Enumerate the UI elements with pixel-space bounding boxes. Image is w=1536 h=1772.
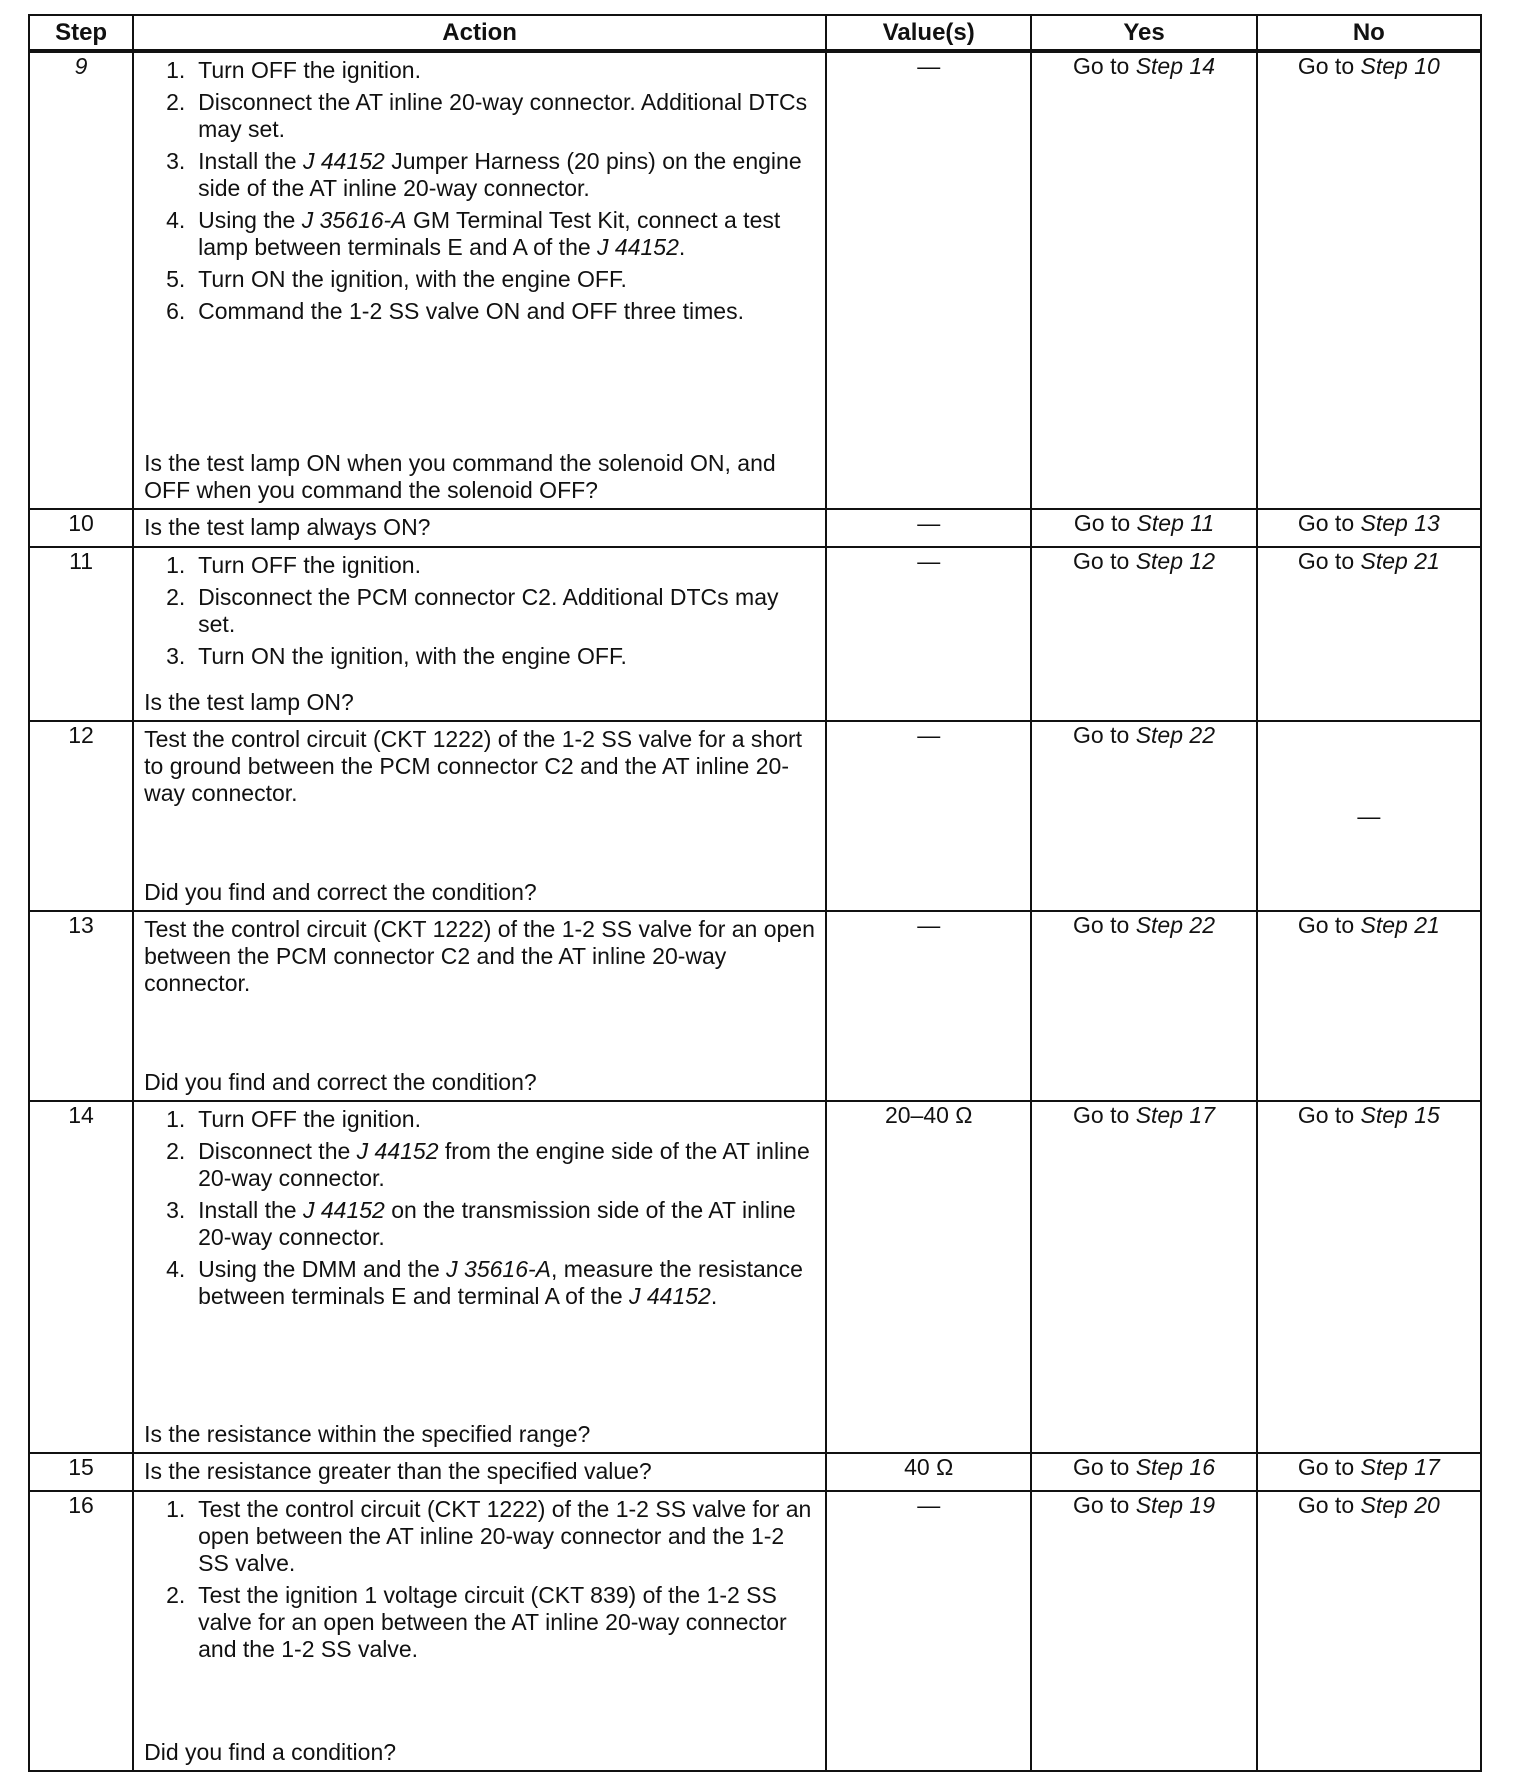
action-text: Test the control circuit (CKT 1222) of the 1-2 SS valve for a short to ground between the PCM connector C2 and the AT inline 20-way connector.: [144, 726, 803, 806]
value-cell: 40 Ω: [826, 1453, 1031, 1491]
table-row: [29, 547, 1481, 721]
list-item: 3. Install the J 44152 Jumper Harness (20 pins) on the engine side of the AT inline 20-way connector.: [166, 148, 802, 201]
action-question: Is the test lamp always ON?: [144, 514, 431, 540]
header-step: Step: [29, 15, 133, 51]
tool-ref: J 35616-A: [446, 1256, 552, 1282]
list-item: 2. Disconnect the PCM connector C2. Additional DTCs may set.: [166, 584, 779, 637]
header-no: No: [1257, 15, 1481, 51]
table-row: [29, 721, 1481, 911]
value-cell: —: [826, 1491, 1031, 1771]
action-question: Did you find and correct the condition?: [144, 879, 537, 905]
step-number: 14: [29, 1101, 133, 1453]
list-item: 3. Install the J 44152 on the transmission side of the AT inline 20-way connector.: [166, 1197, 796, 1250]
no-cell: —: [1257, 721, 1481, 911]
tool-ref: J 44152: [302, 148, 385, 174]
value-cell: —: [826, 721, 1031, 911]
no-cell: Go to Step 17: [1257, 1453, 1481, 1491]
action-steps: [144, 1106, 815, 1310]
tool-ref: J 44152: [302, 1197, 385, 1223]
header-action: Action: [133, 15, 826, 51]
table-row: [29, 911, 1481, 1101]
header-yes: Yes: [1031, 15, 1256, 51]
action-cell: [133, 547, 826, 721]
yes-cell: Go to Step 14: [1031, 51, 1256, 509]
action-question: Is the resistance greater than the specified value?: [144, 1458, 652, 1484]
action-text: Test the control circuit (CKT 1222) of the 1-2 SS valve for an open between the PCM connector C2 and the AT inline 20-way connector.: [144, 916, 815, 996]
action-question: Did you find a condition?: [144, 1739, 397, 1765]
table-row: [29, 1453, 1481, 1491]
yes-cell: Go to Step 16: [1031, 1453, 1256, 1491]
no-cell: Go to Step 21: [1257, 547, 1481, 721]
no-cell: Go to Step 20: [1257, 1491, 1481, 1771]
list-item: 1. Turn OFF the ignition.: [166, 57, 421, 83]
no-cell: Go to Step 10: [1257, 51, 1481, 509]
value-cell: —: [826, 911, 1031, 1101]
list-item: 1. Test the control circuit (CKT 1222) of the 1-2 SS valve for an open between the AT inline 20-way connector and the 1-2 SS valve.: [166, 1496, 812, 1576]
list-item: 2. Disconnect the J 44152 from the engine side of the AT inline 20-way connector.: [166, 1138, 810, 1191]
yes-cell: Go to Step 17: [1031, 1101, 1256, 1453]
list-item: 6. Command the 1-2 SS valve ON and OFF three times.: [166, 298, 744, 324]
tool-ref: J 44152: [356, 1138, 439, 1164]
tool-ref: J 44152: [597, 234, 679, 260]
action-steps: [144, 552, 815, 670]
action-cell: [133, 1453, 826, 1491]
step-number: 9: [29, 51, 133, 509]
action-cell: [133, 1491, 826, 1771]
action-question: Is the test lamp ON?: [144, 689, 354, 715]
list-item: 4. Using the J 35616-A GM Terminal Test Kit, connect a test lamp between terminals E and A of the J 44152.: [166, 207, 781, 260]
step-number: 13: [29, 911, 133, 1101]
table-row: [29, 51, 1481, 509]
yes-cell: Go to Step 12: [1031, 547, 1256, 721]
action-cell: [133, 509, 826, 547]
action-cell: [133, 1101, 826, 1453]
value-cell: —: [826, 547, 1031, 721]
step-number: 10: [29, 509, 133, 547]
action-cell: [133, 51, 826, 509]
action-cell: [133, 911, 826, 1101]
action-cell: [133, 721, 826, 911]
action-steps: [144, 57, 815, 325]
no-cell: Go to Step 15: [1257, 1101, 1481, 1453]
table-row: [29, 509, 1481, 547]
yes-cell: Go to Step 11: [1031, 509, 1256, 547]
step-number: 11: [29, 547, 133, 721]
tool-ref: J 44152: [629, 1283, 711, 1309]
value-cell: 20–40 Ω: [826, 1101, 1031, 1453]
diagnostic-table: [28, 14, 1482, 1772]
no-cell: Go to Step 13: [1257, 509, 1481, 547]
list-item: 5. Turn ON the ignition, with the engine OFF.: [166, 266, 627, 292]
yes-cell: Go to Step 22: [1031, 911, 1256, 1101]
list-item: 1. Turn OFF the ignition.: [166, 552, 421, 578]
yes-cell: Go to Step 22: [1031, 721, 1256, 911]
table-header-row: [29, 15, 1481, 51]
tool-ref: J 35616-A: [301, 207, 407, 233]
step-number: 15: [29, 1453, 133, 1491]
value-cell: —: [826, 51, 1031, 509]
list-item: 1. Turn OFF the ignition.: [166, 1106, 421, 1132]
list-item: 4. Using the DMM and the J 35616-A, measure the resistance between terminals E and terminal A of the J 44152.: [166, 1256, 803, 1309]
table-row: [29, 1491, 1481, 1771]
action-question: Is the test lamp ON when you command the solenoid ON, and OFF when you command the solenoid OFF?: [144, 450, 776, 503]
step-number: 12: [29, 721, 133, 911]
table-row: [29, 1101, 1481, 1453]
no-cell: Go to Step 21: [1257, 911, 1481, 1101]
value-cell: —: [826, 509, 1031, 547]
action-question: Is the resistance within the specified range?: [144, 1421, 591, 1447]
action-steps: [144, 1496, 815, 1663]
action-question: Did you find and correct the condition?: [144, 1069, 537, 1095]
list-item: 3. Turn ON the ignition, with the engine OFF.: [166, 643, 627, 669]
step-number: 16: [29, 1491, 133, 1771]
header-values: Value(s): [826, 15, 1031, 51]
list-item: 2. Test the ignition 1 voltage circuit (CKT 839) of the 1-2 SS valve for an open between the AT inline 20-way connector and the 1-2 SS valve.: [166, 1582, 787, 1662]
yes-cell: Go to Step 19: [1031, 1491, 1256, 1771]
list-item: 2. Disconnect the AT inline 20-way connector. Additional DTCs may set.: [166, 89, 808, 142]
